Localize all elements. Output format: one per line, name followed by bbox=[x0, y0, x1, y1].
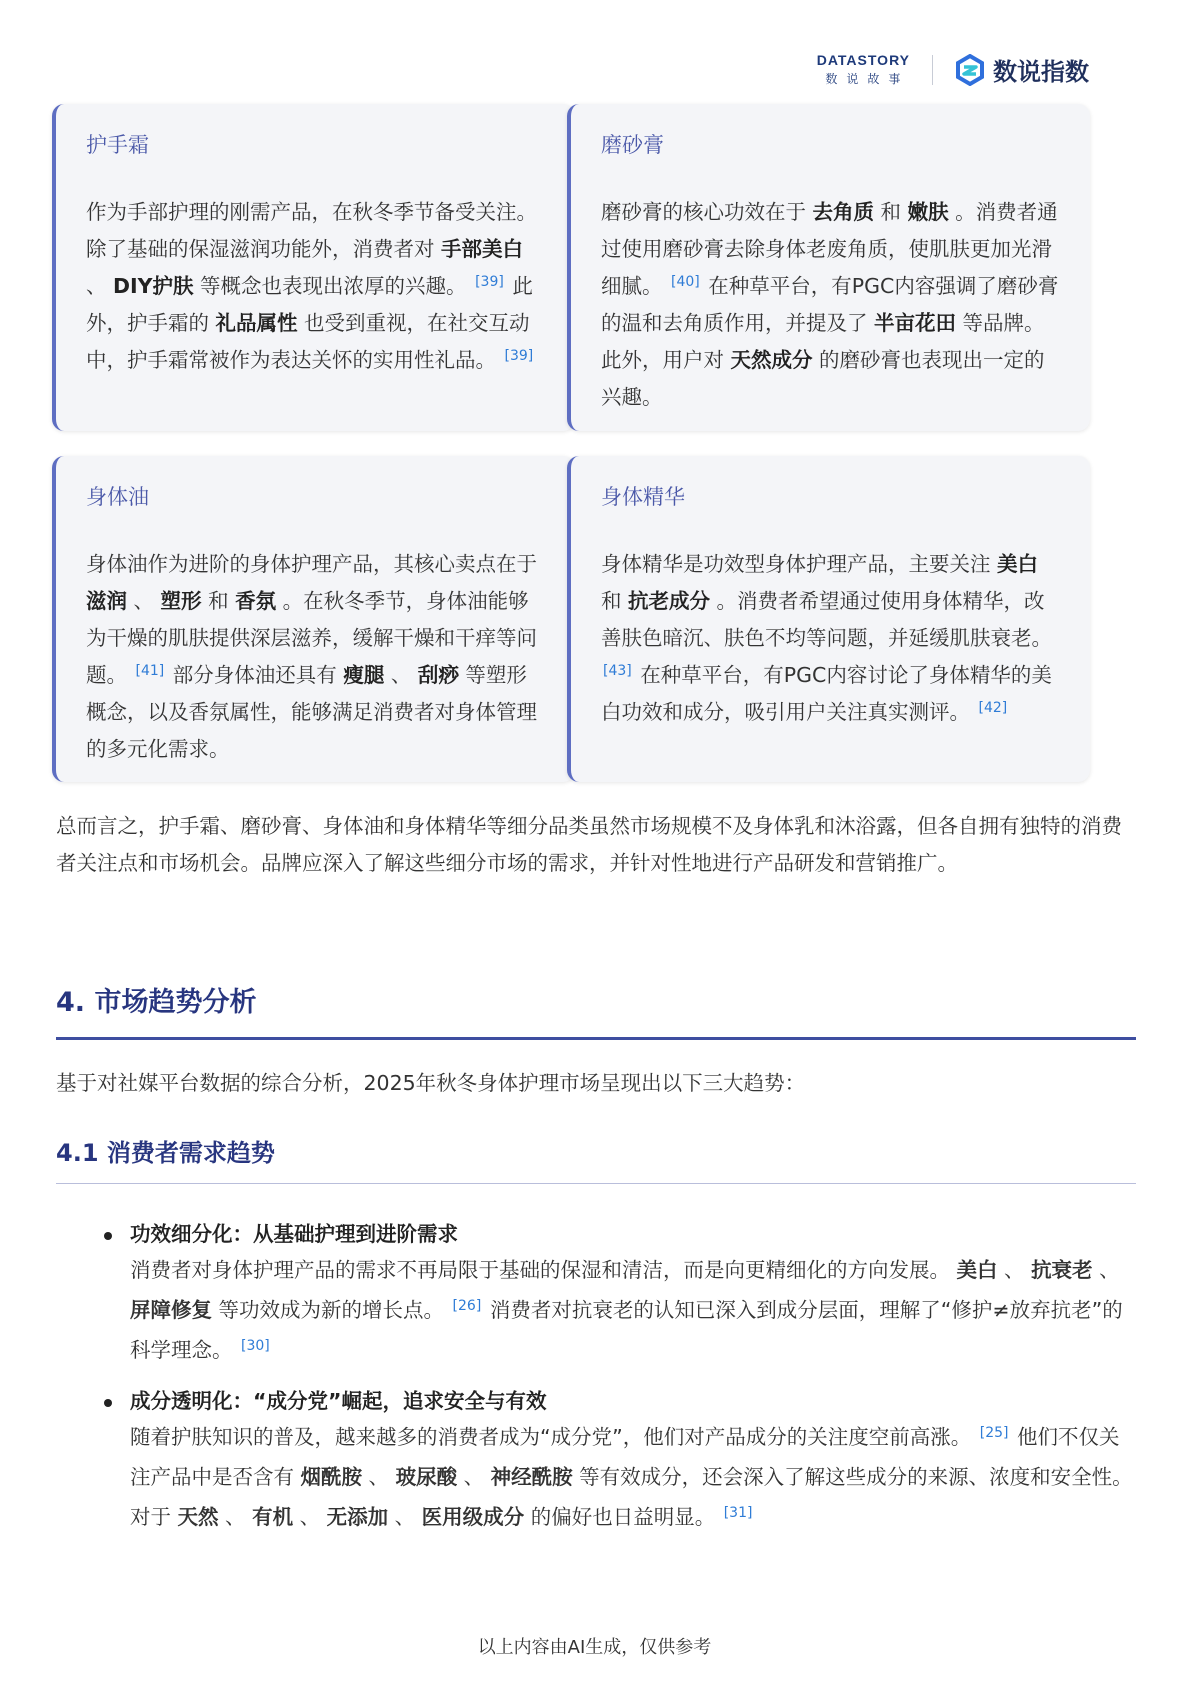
list-item bbox=[130, 1385, 1136, 1537]
bold-keyword: 半亩花田 bbox=[874, 311, 957, 335]
bullet-dot bbox=[104, 1232, 112, 1240]
text-run: 和 bbox=[601, 589, 629, 613]
bold-keyword: 滋润 bbox=[86, 589, 127, 613]
footer-disclaimer: 以上内容由AI生成，仅供参考 bbox=[477, 1637, 712, 1658]
text-run: 、 bbox=[384, 663, 418, 687]
citation-link[interactable]: [31] bbox=[723, 1505, 753, 1521]
text-run: 、 bbox=[997, 1258, 1032, 1282]
text-run: 的偏好也日益明显。 bbox=[524, 1505, 722, 1529]
bold-keyword: 医用级成分 bbox=[421, 1505, 525, 1529]
section-heading: 4. 市场趋势分析 bbox=[56, 987, 257, 1018]
text-run: 、 bbox=[86, 274, 114, 298]
bullet-body bbox=[130, 1417, 1136, 1537]
datastory-logo bbox=[817, 52, 910, 87]
header-brand bbox=[817, 52, 1089, 87]
text-run: 、 bbox=[293, 1505, 327, 1529]
text-run: 磨砂膏的核心功效在于 bbox=[601, 200, 813, 224]
card-body bbox=[86, 194, 545, 379]
bold-keyword: 香氛 bbox=[235, 589, 277, 613]
summary-paragraph: 总而言之，护手霜、磨砂膏、身体油和身体精华等细分品类虽然市场规模不及身体乳和沐浴露，但各自拥有独特的消费者关注点和市场机会。品牌应深入了解这些细分市场的需求，并针对性地进行产品研发和营销推广。 bbox=[56, 814, 1122, 875]
datastory-logo-en: DATASTORY bbox=[816, 52, 910, 68]
text-run: 作为手部护理的刚需产品，在秋冬季节备受关注。除了基础的保湿滋润功能外，消费者对 bbox=[86, 200, 537, 261]
text-run: 。消费者希望通过使用身体精华，改善肤色暗沉、肤色不均等问题，并延缓肌肤衰老。 bbox=[601, 589, 1052, 650]
bold-keyword: 烟酰胺 bbox=[300, 1465, 363, 1489]
datastory-logo-cn: 数说故事 bbox=[825, 72, 910, 86]
text-run: 的磨砂膏也表现出一定的兴趣。 bbox=[601, 348, 1045, 409]
bold-keyword: 屏障修复 bbox=[130, 1298, 212, 1322]
text-run: 部分身体油还具有 bbox=[166, 663, 344, 687]
bold-keyword: 有机 bbox=[252, 1505, 294, 1529]
shushuo-logo bbox=[955, 52, 1089, 87]
bullet-body bbox=[130, 1250, 1136, 1370]
bold-keyword: 瘦腿 bbox=[343, 663, 385, 687]
text-run: 此外，护手霜的 bbox=[86, 274, 533, 335]
citation-link[interactable]: [30] bbox=[241, 1338, 270, 1354]
bold-keyword: 美白 bbox=[997, 552, 1039, 576]
bold-keyword: 天然 bbox=[177, 1505, 219, 1529]
section-heading-rule bbox=[56, 1037, 1136, 1040]
text-run: 等概念也表现出浓厚的兴趣。 bbox=[193, 274, 474, 298]
card-body bbox=[86, 546, 545, 768]
text-run: 、 bbox=[457, 1465, 491, 1489]
text-run: 、 bbox=[218, 1505, 253, 1529]
bold-keyword: 美白 bbox=[956, 1258, 998, 1282]
text-run: 等功效成为新的增长点。 bbox=[212, 1298, 451, 1322]
brand-name: 数说指数 bbox=[993, 58, 1089, 86]
text-run: 等塑形概念，以及香氛属性，能够满足消费者对身体管理的多元化需求。 bbox=[86, 663, 537, 761]
list-item bbox=[130, 1218, 1136, 1370]
bold-keyword: 神经酰胺 bbox=[490, 1465, 573, 1489]
card-body-scrub bbox=[567, 104, 1090, 431]
citation-link[interactable]: [42] bbox=[978, 700, 1008, 716]
card-title: 身体精华 bbox=[601, 485, 685, 509]
section-intro: 基于对社媒平台数据的综合分析，2025年秋冬身体护理市场呈现出以下三大趋势： bbox=[56, 1071, 806, 1095]
card-body bbox=[601, 546, 1060, 731]
text-run: 、 bbox=[1092, 1258, 1120, 1282]
citation-link[interactable]: [40] bbox=[671, 274, 700, 290]
citation-link[interactable]: [39] bbox=[475, 274, 504, 290]
text-run: 也受到重视，在社交互动中，护手霜常被作为表达关怀的实用性礼品。 bbox=[86, 311, 530, 372]
text-run: 等品牌。此外，用户对 bbox=[601, 311, 1045, 372]
shushuo-logo-icon bbox=[955, 54, 985, 86]
text-run: 、 bbox=[388, 1505, 422, 1529]
bullet-title: 功效细分化：从基础护理到进阶需求 bbox=[130, 1222, 458, 1246]
text-run: 。消费者通过使用磨砂膏去除身体老废角质，使肌肤更加光滑细腻。 bbox=[601, 200, 1058, 298]
text-run: 消费者对身体护理产品的需求不再局限于基础的保湿和清洁，而是向更精细化的方向发展。 bbox=[130, 1258, 957, 1282]
card-title: 磨砂膏 bbox=[601, 133, 664, 157]
citation-link[interactable]: [43] bbox=[603, 663, 632, 679]
bold-keyword: 嫩肤 bbox=[907, 200, 949, 224]
card-body bbox=[601, 194, 1060, 416]
bold-keyword: 礼品属性 bbox=[215, 311, 298, 335]
text-run: 。在秋冬季节，身体油能够为干燥的肌肤提供深层滋养，缓解干燥和干痒等问题。 bbox=[86, 589, 537, 687]
bold-keyword: 天然成分 bbox=[730, 348, 813, 372]
text-run: 身体精华是功效型身体护理产品，主要关注 bbox=[601, 552, 998, 576]
bold-keyword: 刮痧 bbox=[417, 663, 459, 687]
bold-keyword: 玻尿酸 bbox=[395, 1465, 458, 1489]
text-run: 消费者对抗衰老的认知已深入到成分层面，理解了“修护≠放弃抗老”的科学理念。 bbox=[130, 1298, 1123, 1362]
bold-keyword: DIY护肤 bbox=[113, 274, 194, 298]
bold-keyword: 手部美白 bbox=[441, 237, 524, 261]
text-run: 和 bbox=[874, 200, 908, 224]
brand-divider bbox=[932, 55, 933, 85]
card-title: 护手霜 bbox=[86, 133, 149, 157]
bullet-title: 成分透明化：“成分党”崛起，追求安全与有效 bbox=[130, 1389, 547, 1413]
text-run: 在种草平台，有PGC内容讨论了身体精华的美白功效和成分，吸引用户关注真实测评。 bbox=[601, 663, 1052, 724]
text-run: 、 bbox=[362, 1465, 396, 1489]
text-run: 等有效成分，还会深入了解这些成分的来源、浓度和安全性。对于 bbox=[130, 1465, 1133, 1529]
citation-link[interactable]: [25] bbox=[979, 1425, 1009, 1441]
bold-keyword: 去角质 bbox=[812, 200, 875, 224]
text-run: 、 bbox=[127, 589, 161, 613]
bold-keyword: 塑形 bbox=[160, 589, 202, 613]
text-run: 身体油作为进阶的身体护理产品，其核心卖点在于 bbox=[86, 552, 537, 576]
bold-keyword: 抗老成分 bbox=[628, 589, 711, 613]
bold-keyword: 无添加 bbox=[326, 1505, 389, 1529]
citation-link[interactable]: [39] bbox=[504, 348, 534, 364]
text-run: 他们不仅关注产品中是否含有 bbox=[130, 1425, 1120, 1489]
subsection-heading: 4.1 消费者需求趋势 bbox=[56, 1139, 275, 1167]
card-body-oil bbox=[52, 456, 575, 782]
text-run: 和 bbox=[201, 589, 236, 613]
bold-keyword: 抗衰老 bbox=[1031, 1258, 1093, 1282]
text-run: 在种草平台，有PGC内容强调了磨砂膏的温和去角质作用，并提及了 bbox=[601, 274, 1059, 335]
card-hand-cream bbox=[52, 104, 575, 431]
bullet-dot bbox=[104, 1399, 112, 1407]
card-title: 身体油 bbox=[86, 485, 149, 509]
citation-link[interactable]: [41] bbox=[135, 663, 165, 679]
text-run: 随着护肤知识的普及，越来越多的消费者成为“成分党”，他们对产品成分的关注度空前高涨。 bbox=[130, 1425, 978, 1449]
card-body-serum bbox=[567, 456, 1090, 782]
citation-link[interactable]: [26] bbox=[452, 1298, 482, 1314]
subsection-heading-rule bbox=[56, 1183, 1136, 1184]
